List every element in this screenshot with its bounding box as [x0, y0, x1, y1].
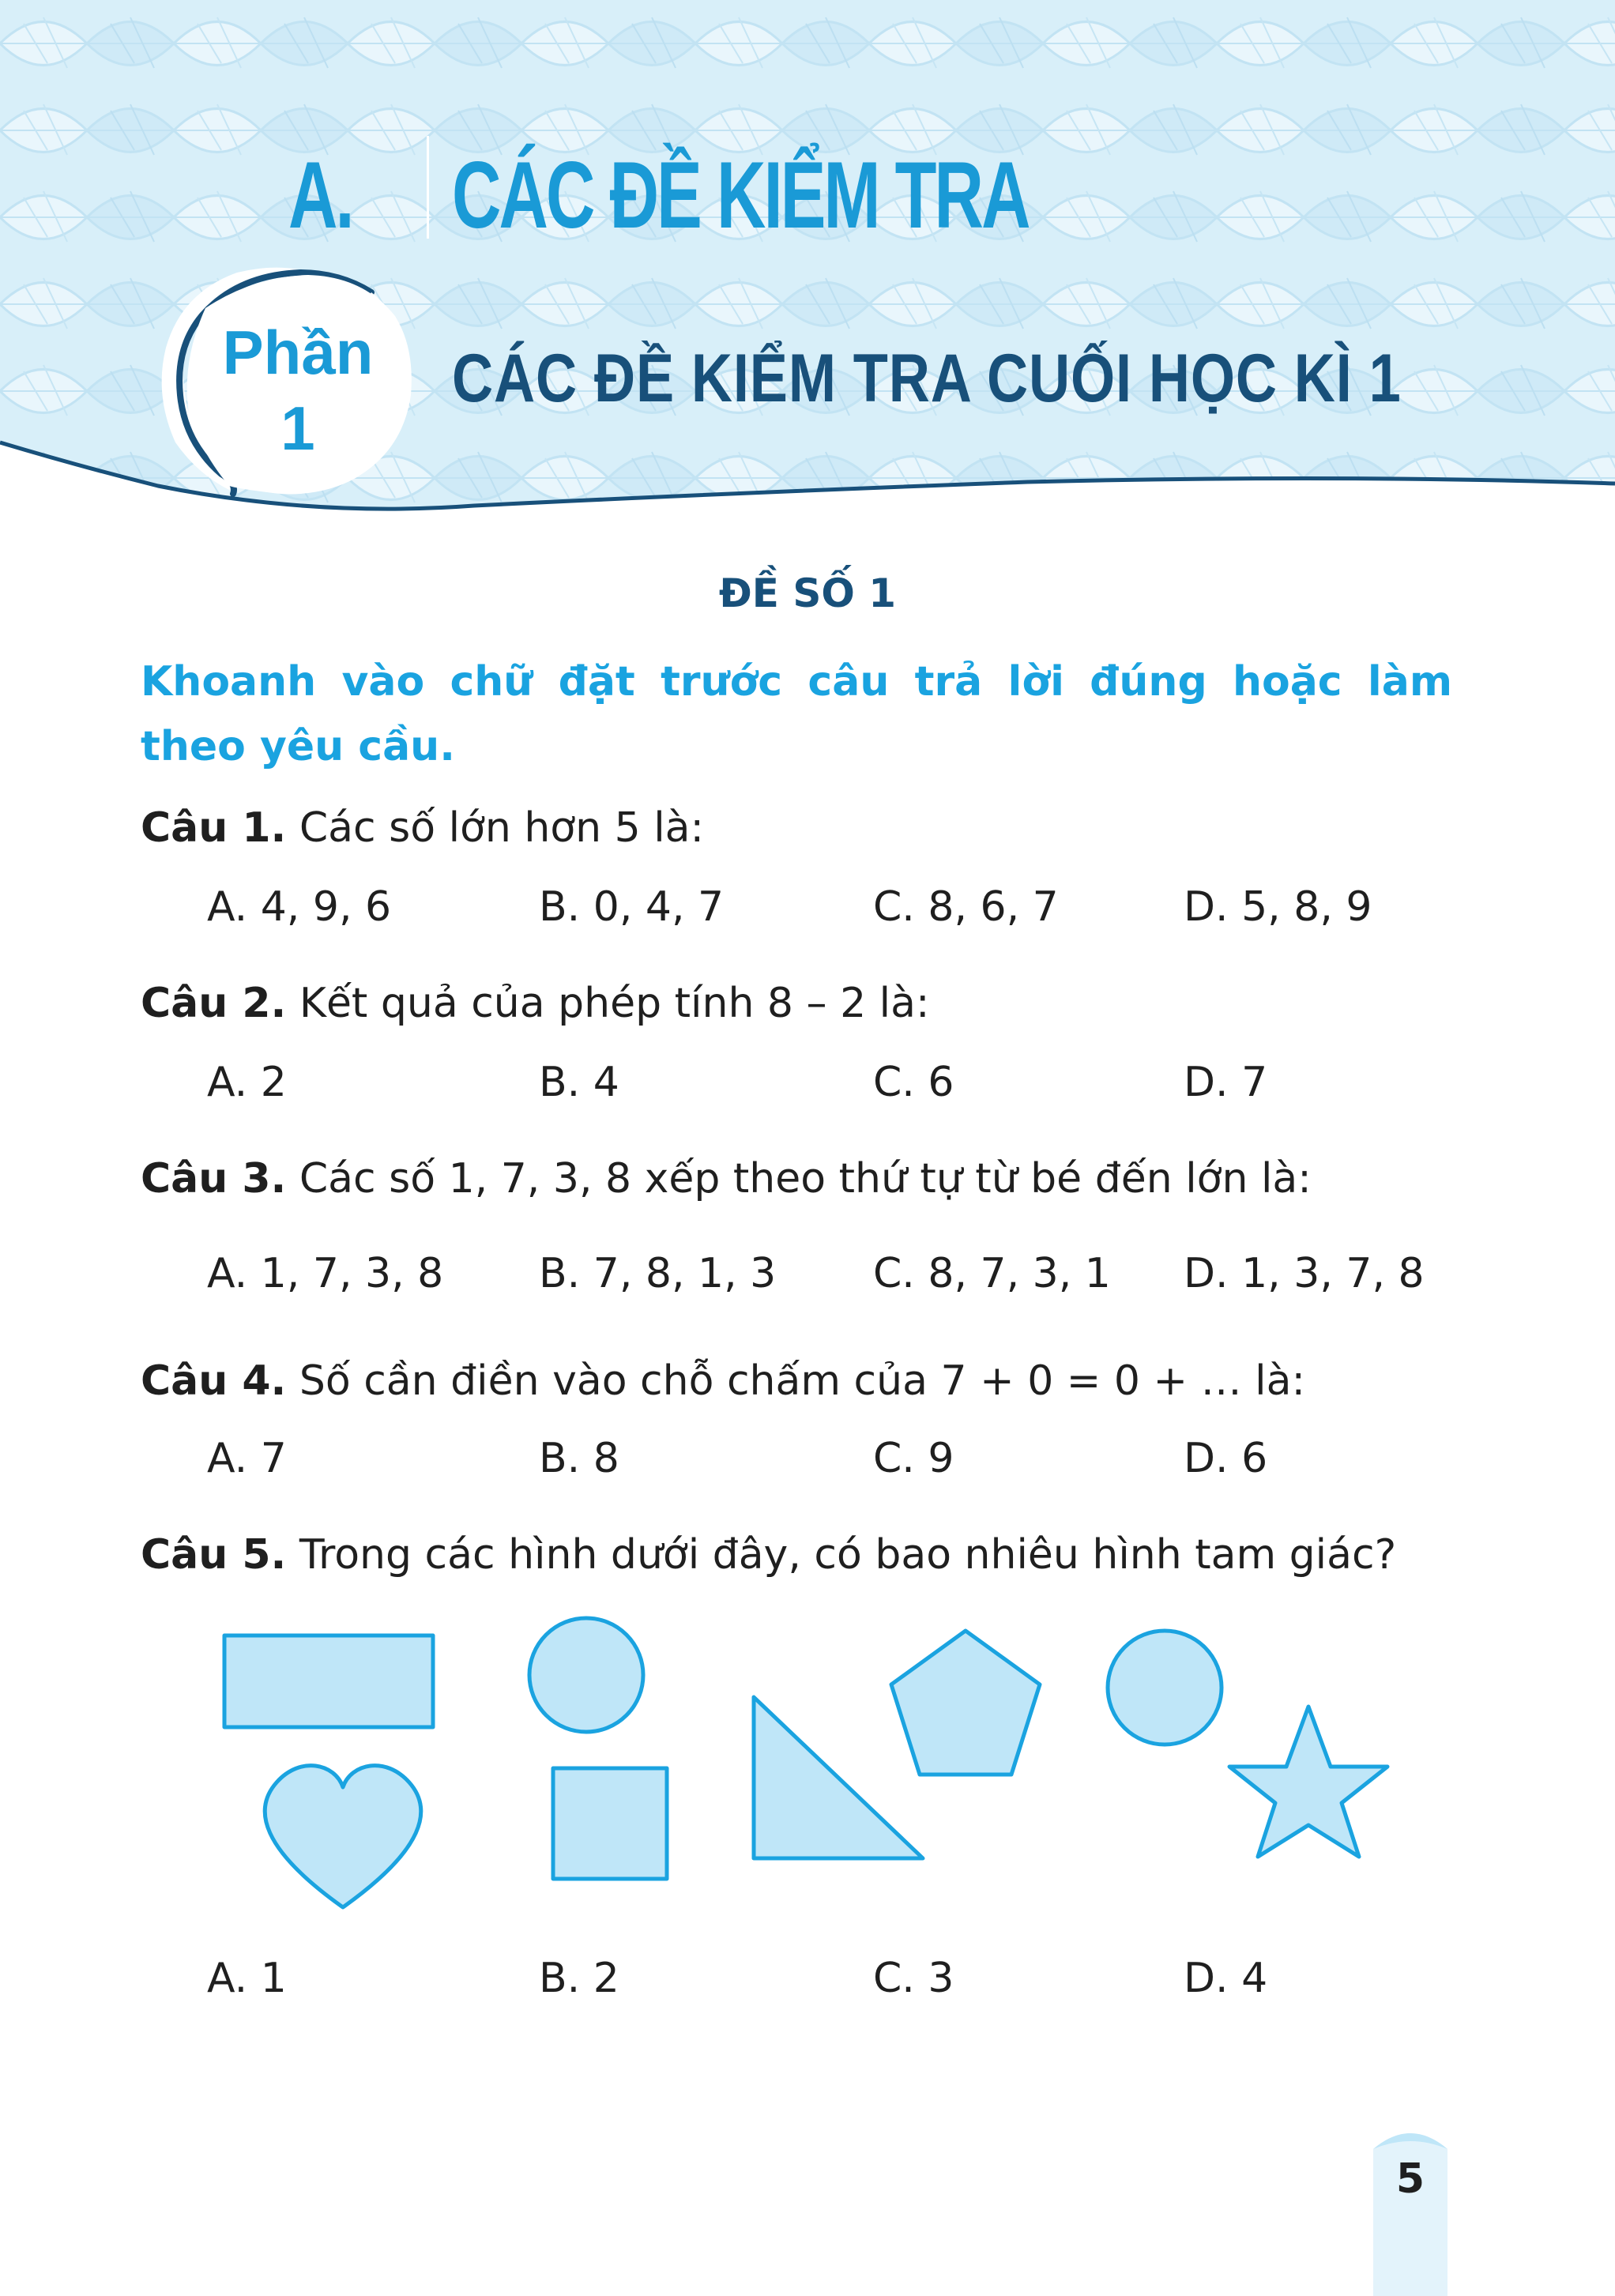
- option-b[interactable]: B. 7, 8, 1, 3: [539, 1250, 777, 1297]
- question-text: Các số 1, 7, 3, 8 xếp theo thứ tự từ bé đến lớn là:: [286, 1155, 1312, 1203]
- question-text: Số cần điền vào chỗ chấm của 7 + 0 = 0 + … là:: [286, 1357, 1305, 1405]
- question-label: Câu 3.: [141, 1155, 287, 1203]
- option-c[interactable]: C. 3: [873, 1955, 954, 2002]
- pentagon-shape: [891, 1631, 1040, 1775]
- option-c[interactable]: C. 8, 6, 7: [873, 883, 1059, 931]
- square-shape: [553, 1768, 667, 1879]
- question-2: [141, 980, 930, 1027]
- heart-shape: [265, 1766, 421, 1907]
- option-b[interactable]: B. 4: [539, 1059, 619, 1106]
- option-a[interactable]: A. 1, 7, 3, 8: [207, 1250, 444, 1297]
- page-number: 5: [1395, 2155, 1425, 2203]
- option-d[interactable]: D. 5, 8, 9: [1184, 883, 1372, 931]
- circle-shape-2: [1108, 1631, 1222, 1745]
- question-label: Câu 5.: [141, 1531, 287, 1579]
- question-4: [141, 1357, 1305, 1405]
- part-number: 1: [280, 393, 315, 463]
- option-b[interactable]: B. 2: [539, 1955, 619, 2002]
- page-number-tab: [1373, 2125, 1447, 2296]
- option-b[interactable]: B. 0, 4, 7: [539, 883, 725, 931]
- instruction-text: Khoanh vào chữ đặt trước câu trả lời đúng hoặc làm theo yêu cầu.: [141, 658, 1452, 770]
- option-d[interactable]: D. 6: [1184, 1435, 1268, 1482]
- option-a[interactable]: A. 7: [207, 1435, 287, 1482]
- option-c[interactable]: C. 8, 7, 3, 1: [873, 1250, 1111, 1297]
- option-c[interactable]: C. 6: [873, 1059, 954, 1106]
- option-b[interactable]: B. 8: [539, 1435, 619, 1482]
- question-5: [141, 1531, 1396, 1579]
- option-d[interactable]: D. 4: [1184, 1955, 1268, 2002]
- section-divider: [427, 136, 429, 239]
- option-d[interactable]: D. 1, 3, 7, 8: [1184, 1250, 1425, 1297]
- option-c[interactable]: C. 9: [873, 1435, 954, 1482]
- section-letter: A.: [288, 142, 352, 248]
- question-text: Trong các hình dưới đây, có bao nhiêu hình tam giác?: [286, 1531, 1397, 1579]
- question-label: Câu 2.: [141, 980, 287, 1027]
- option-a[interactable]: A. 1: [207, 1955, 287, 2002]
- question-text: Kết quả của phép tính 8 – 2 là:: [286, 980, 930, 1027]
- star-shape: [1229, 1707, 1387, 1857]
- question-3: [141, 1155, 1312, 1203]
- circle-shape: [529, 1618, 643, 1732]
- option-a[interactable]: A. 4, 9, 6: [207, 883, 392, 931]
- rectangle-shape: [224, 1635, 433, 1727]
- option-a[interactable]: A. 2: [207, 1059, 287, 1106]
- section-title: CÁC ĐỀ KIỂM TRA: [452, 142, 1029, 248]
- part-label: Phần: [222, 318, 374, 387]
- option-d[interactable]: D. 7: [1184, 1059, 1268, 1106]
- question-text: Các số lớn hơn 5 là:: [286, 804, 705, 852]
- part-title: CÁC ĐỀ KIỂM TRA CUỐI HỌC KÌ 1: [452, 341, 1402, 416]
- triangle-shape: [754, 1697, 923, 1858]
- page-header-banner: [0, 0, 1615, 537]
- question-label: Câu 4.: [141, 1357, 287, 1405]
- question-1: [141, 804, 704, 852]
- exam-title: ĐỀ SỐ 1: [718, 570, 897, 616]
- part-badge: [207, 314, 389, 466]
- question-label: Câu 1.: [141, 804, 287, 852]
